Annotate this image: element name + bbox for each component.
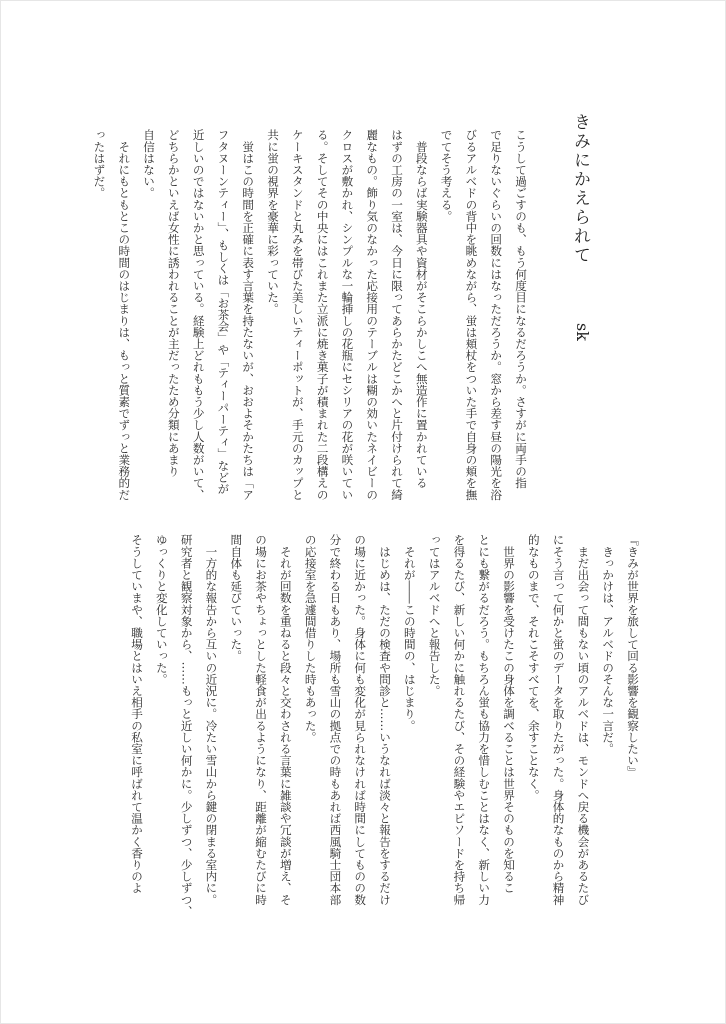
text-column: にそう言って何かと蛍のデータを取りたがった。身体的なものから精神 [551, 534, 566, 906]
text-column: とにも繋がるだろう。もちろん蛍も協力を惜しむことはなく、新しい力 [477, 534, 492, 906]
text-column: の場にお茶やちょっとした軽食が出るようになり、距離が縮むたびに時 [254, 534, 269, 906]
text-column: を得るたび、新しい何かに触れるたび、その経験やエピソードを持ち帰 [452, 534, 467, 906]
text-column: クロスが敷かれ、シンプルな一輪挿しの花瓶にセシリアの花が咲いてい [340, 129, 355, 501]
text-column: の応接室を急遽間借りした時もあった。 [303, 534, 318, 743]
text-column: で足りないぐらいの回数にはなっただろうか。窓から差す昼の陽光を浴 [489, 129, 504, 501]
text-column: 『きみが世界を旅して回る影響を観察したい』 [626, 534, 640, 778]
text-column: きっかけは、アルベドのそんな一言だ。 [601, 534, 616, 755]
text-column: びるアルベドの背中を眺めながら、蛍は頬杖をついた手で自身の頬を撫 [464, 129, 479, 501]
author-name: sk [573, 323, 592, 341]
text-column: はずの工房の一室は、今日に限ってあらかたどこかへと片付けられて綺 [390, 129, 405, 501]
text-column: それにもともとこの時間のはじまりは、もっと質素でずっと業務的だ [117, 129, 132, 501]
text-column: 一方的な報告から互いの近況に。冷たい雪山から鍵の閉まる室内に。 [204, 534, 219, 906]
text-column: 近しいのではないかと思っている。経験上どれももう少し人数がいて、 [191, 129, 206, 501]
text-column: 麗なもの。飾り気のなかった応接用のテーブルは糊の効いたネイビーの [365, 129, 380, 501]
lower-text-block [124, 534, 645, 917]
text-column: ってはアルベドへと報告した。 [427, 534, 442, 697]
text-column: フタヌーンティー」、もしくは「お茶会」や「ティーパーティ」などが [216, 129, 231, 495]
text-column: 分で終わる日もあり、場所も雪山の拠点での時もあれば西風騎士団本部 [328, 534, 343, 906]
text-column: こうして過ごすのも、もう何度目になるだろうか。さすがに両手の指 [514, 129, 528, 489]
text-column: ケーキスタンドと丸みを帯びた美しいティーポットが、手元のカップと [290, 129, 305, 501]
text-column: 普段ならば実験器具や資材がそこらかしこへ無造作に置かれている [414, 129, 429, 489]
text-column: はじめは、ただの検査や問診と……いうなれば淡々と報告をするだけ [378, 534, 393, 906]
text-column: どちらかといえば女性に誘われることが主だったため分類にあまり [166, 129, 181, 477]
upper-text-block [87, 129, 533, 501]
text-column: 世界の影響を受けたこの身体を調べることは世界そのものを知るこ [502, 534, 517, 894]
text-column: ったはずだ。 [92, 129, 107, 199]
story-title: きみにかえられて [570, 113, 590, 265]
text-column: 研究者と観察対象から、……もっと近しい何かに。少しずつ、少しずつ、 [179, 534, 194, 917]
text-column: 的なものまで、それこそすべてを、余すことなく。 [526, 534, 541, 801]
text-column: 蛍はこの時間を正確に表す言葉を持たないが、おおよそかたちは「ア [241, 129, 256, 501]
text-column: る。そしてその中央にはこれまた立派に焼き菓子が積まれた二段構えの [315, 129, 330, 501]
text-column: まだ出会って間もない頃のアルベドは、モンドへ戻る機会があるたび [576, 534, 591, 906]
text-column: ゆっくりと変化していった。 [154, 534, 169, 685]
text-column: 自信はない。 [142, 129, 157, 199]
text-column: 間自体も延びていった。 [229, 534, 244, 662]
text-column: の場に近かった。身体に何も変化が見られなければ時間にしてものの数 [353, 534, 368, 906]
text-column: それが――この時間の、はじまり。 [402, 534, 417, 732]
text-column: 共に蛍の視界を豪華に彩っていた。 [266, 129, 281, 315]
text-column: それが回数を重ねると段々と交わされる言葉に雑談や冗談が増え、そ [278, 534, 293, 906]
text-column: そうしていまや、職場とはいえ相手の私室に呼ばれて温かく香りのよ [130, 534, 145, 894]
text-column: でてそう考える。 [439, 129, 454, 222]
